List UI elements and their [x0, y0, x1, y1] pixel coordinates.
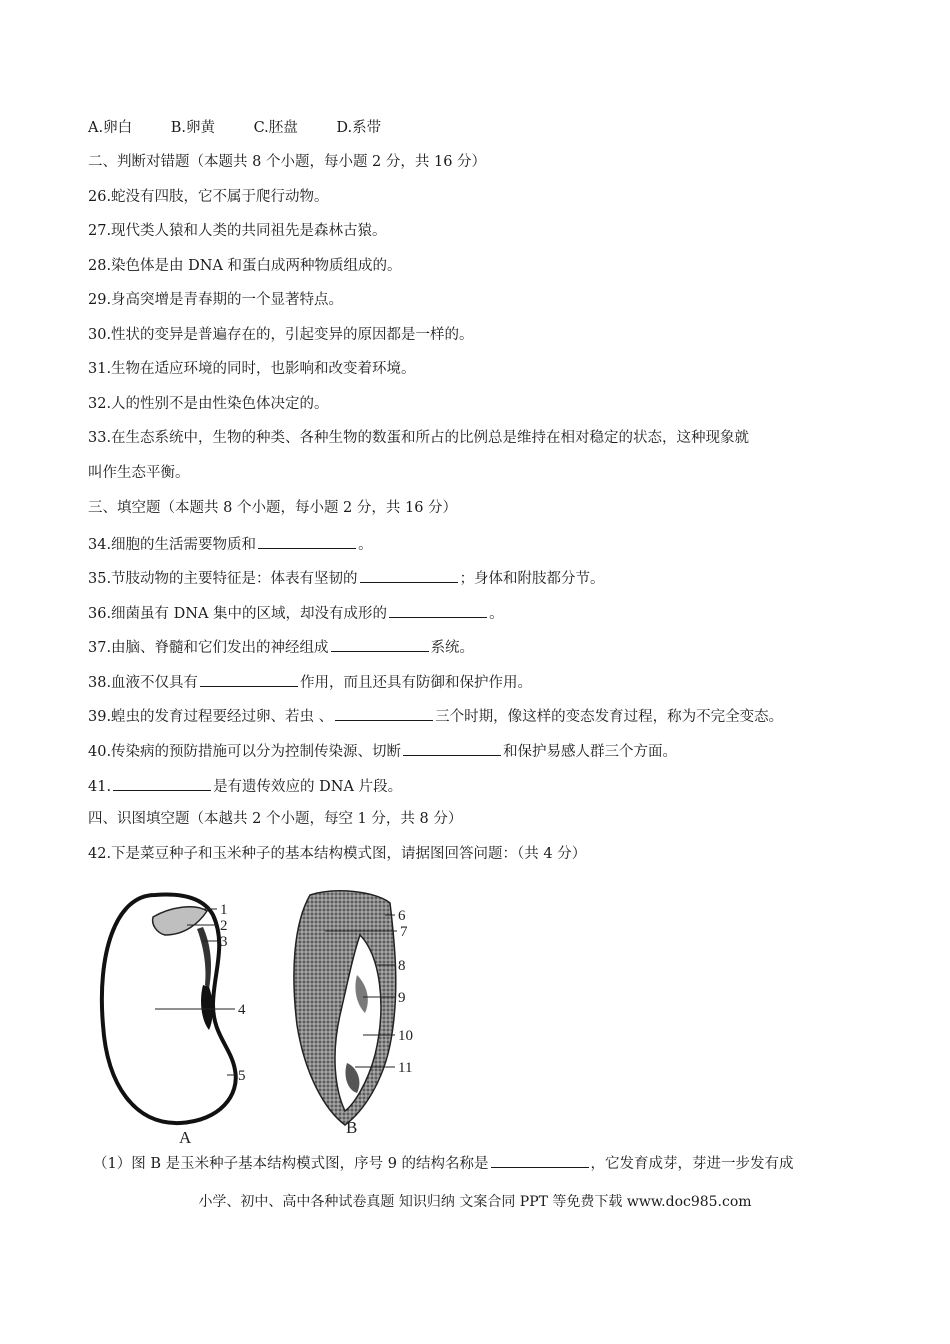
question-33-cont: 叫作生态平衡。: [88, 465, 190, 481]
question-41: [88, 775, 402, 797]
question-41-tail: 是有遗传效应的 DNA 片段。: [213, 779, 403, 795]
section4-title: 四、识图填空题（本越共 2 个小题，每空 1 分，共 8 分）: [88, 811, 463, 827]
question-36-text: 36.细菌虽有 DNA 集中的区域，却没有成形的: [88, 606, 388, 622]
question-42-1-text: （1）图 B 是玉米种子基本结构模式图，序号 9 的结构名称是: [93, 1156, 489, 1172]
fig-label-2: 2: [220, 918, 228, 934]
option-a: A.卵白: [88, 120, 133, 136]
answer-blank-36[interactable]: [389, 602, 487, 618]
corn-seed-b: [294, 891, 397, 1125]
caption-a: A: [179, 1128, 192, 1145]
fig-label-4: 4: [238, 1002, 246, 1018]
answer-blank-39[interactable]: [335, 705, 433, 721]
answer-blank-40[interactable]: [403, 740, 501, 756]
option-d: D.系带: [336, 120, 382, 136]
answer-blank-34[interactable]: [258, 533, 356, 549]
fig-label-10: 10: [398, 1028, 413, 1044]
option-b: B.卵黄: [170, 120, 215, 136]
options-row: [88, 118, 415, 138]
question-39: [88, 705, 783, 727]
question-33: 33.在生态系统中，生物的种类、各种生物的数蛋和所占的比例总是维持在相对稳定的状态，这种现象就: [88, 430, 750, 446]
question-40-tail: 和保护易感人群三个方面。: [503, 744, 678, 760]
question-32: 32.人的性别不是由性染色体决定的。: [88, 396, 329, 412]
answer-blank-37[interactable]: [331, 636, 429, 652]
bean-seed-a: [102, 895, 236, 1124]
answer-blank-42-1[interactable]: [491, 1152, 589, 1168]
question-40: [88, 740, 677, 762]
question-41-text: 41.: [88, 779, 112, 795]
question-31: 31.生物在适应环境的同时，也影响和改变着环境。: [88, 361, 416, 377]
fig-label-1: 1: [220, 902, 228, 918]
answer-blank-38[interactable]: [200, 671, 298, 687]
fig-label-11: 11: [398, 1060, 413, 1076]
fig-label-6: 6: [398, 908, 406, 924]
page-footer: 小学、初中、高中各种试卷真题 知识归纳 文案合同 PPT 等免费下载 www.doc985.com: [198, 1194, 752, 1210]
question-27: 27.现代类人猿和人类的共同祖先是森林古猿。: [88, 223, 387, 239]
seed-diagram: [95, 885, 455, 1145]
question-30: 30.性状的变异是普遍存在的，引起变异的原因都是一样的。: [88, 327, 474, 343]
question-35-text: 35.节肢动物的主要特征是：体表有坚韧的: [88, 571, 358, 587]
question-42-1-tail: ，它发育成芽，芽进一步发有成: [590, 1156, 794, 1172]
answer-blank-41[interactable]: [113, 775, 211, 791]
question-37-tail: 系统。: [430, 640, 475, 656]
question-35-tail: ；身体和附肢都分节。: [459, 571, 605, 587]
question-40-text: 40.传染病的预防措施可以分为控制传染源、切断: [88, 744, 402, 760]
section3-title: 三、填空题（本题共 8 个小题，每小题 2 分，共 16 分）: [88, 500, 458, 516]
option-c: C.胚盘: [253, 120, 298, 136]
question-34-text: 34.细胞的生活需要物质和: [88, 537, 257, 553]
question-29: 29.身高突增是青春期的一个显著特点。: [88, 292, 344, 308]
question-34: [88, 533, 373, 555]
fig-label-9: 9: [398, 990, 406, 1006]
fig-label-5: 5: [238, 1068, 246, 1084]
fig-label-3: 3: [220, 934, 228, 950]
question-39-text: 39.蝗虫的发育过程要经过卵、若虫 、: [88, 709, 334, 725]
question-34-tail: 。: [358, 537, 373, 553]
fig-label-8: 8: [398, 958, 406, 974]
question-39-tail: 三个时期，像这样的变态发育过程，称为不完全变态。: [435, 709, 784, 725]
caption-b: B: [346, 1118, 358, 1137]
question-36: [88, 602, 504, 624]
question-35: [88, 567, 605, 589]
question-38-text: 38.血液不仅具有: [88, 675, 199, 691]
question-42-1: [93, 1152, 794, 1174]
question-38-tail: 作用，而且还具有防御和保护作用。: [300, 675, 533, 691]
seed-structure-figure: [95, 885, 455, 1145]
question-28: 28.染色体是由 DNA 和蛋白成两种物质组成的。: [88, 258, 402, 274]
fig-label-7: 7: [400, 924, 408, 940]
section2-title: 二、判断对错题（本题共 8 个小题，每小题 2 分，共 16 分）: [88, 154, 487, 170]
question-26: 26.蛇没有四肢，它不属于爬行动物。: [88, 189, 329, 205]
question-42: 42.下是菜豆种子和玉米种子的基本结构模式图，请据图回答问题：（共 4 分）: [88, 846, 587, 862]
question-36-tail: 。: [489, 606, 504, 622]
question-37-text: 37.由脑、脊髓和它们发出的神经组成: [88, 640, 329, 656]
question-38: [88, 671, 532, 693]
answer-blank-35[interactable]: [360, 567, 458, 583]
question-37: [88, 636, 474, 658]
